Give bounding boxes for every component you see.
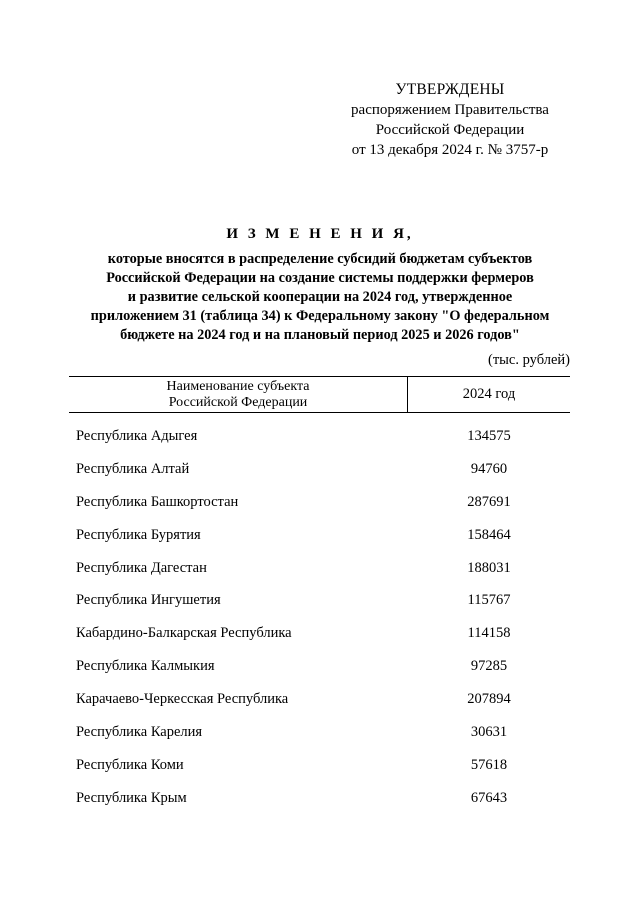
header-subject-line: Наименование субъекта xyxy=(166,379,310,394)
table-row xyxy=(69,428,570,461)
subsidy-value: 207894 xyxy=(467,691,511,708)
table-row xyxy=(69,592,570,625)
subsidy-table xyxy=(69,376,570,806)
approval-line: распоряжением Правительства xyxy=(351,102,549,118)
table-header xyxy=(69,376,570,413)
subsidy-value: 114158 xyxy=(467,625,511,642)
subsidy-value: 30631 xyxy=(470,724,508,741)
approval-date: от 13 декабря 2024 г. № 3757-р xyxy=(351,142,549,158)
subject-name: Республика Карелия xyxy=(76,724,203,741)
subsidy-value: 57618 xyxy=(470,756,508,773)
subject-name: Республика Адыгея xyxy=(76,428,198,444)
subject-name: Республика Бурятия xyxy=(76,526,201,543)
header-year: 2024 год xyxy=(462,386,516,402)
table-row xyxy=(69,658,570,691)
subject-name: Республика Алтай xyxy=(76,460,190,477)
subsidy-value: 188031 xyxy=(467,559,511,576)
table-row xyxy=(69,461,570,494)
approval-line: Российской Федерации xyxy=(375,122,525,138)
document-title: И З М Е Н Е Н И Я, xyxy=(226,226,414,242)
table-body xyxy=(69,428,570,823)
subsidy-value: 94760 xyxy=(470,460,508,477)
table-row xyxy=(69,790,570,823)
subtitle-line: приложением 31 (таблица 34) к Федеральному закону "О федеральном xyxy=(90,308,550,324)
table-row xyxy=(69,757,570,790)
document-subtitle xyxy=(60,250,580,345)
subsidy-value: 115767 xyxy=(467,592,511,609)
subtitle-line: которые вносятся в распределение субсидий бюджетам субъектов xyxy=(107,251,533,267)
subject-name: Республика Башкортостан xyxy=(76,493,239,510)
table-row xyxy=(69,494,570,527)
approval-heading: УТВЕРЖДЕНЫ xyxy=(395,81,505,98)
table-row xyxy=(69,527,570,560)
subject-name: Республика Коми xyxy=(76,756,184,773)
subject-name: Республика Калмыкия xyxy=(76,658,215,675)
header-subject-line: Российской Федерации xyxy=(168,395,308,410)
subject-name: Кабардино-Балкарская Республика xyxy=(76,625,292,642)
subsidy-value: 287691 xyxy=(467,493,511,510)
subject-name: Карачаево-Черкесская Республика xyxy=(76,691,289,708)
subtitle-line: и развитие сельской кооперации на 2024 год, утвержденное xyxy=(127,289,513,305)
table-row xyxy=(69,691,570,724)
approval-block xyxy=(340,80,560,160)
table-row xyxy=(69,560,570,593)
table-row xyxy=(69,625,570,658)
subsidy-value: 67643 xyxy=(470,789,508,806)
subtitle-line: бюджете на 2024 год и на плановый период 2025 и 2026 годов" xyxy=(120,327,520,343)
header-subject xyxy=(69,377,408,412)
subject-name: Республика Ингушетия xyxy=(76,592,221,609)
units-label: (тыс. рублей) xyxy=(488,352,570,368)
subsidy-value: 158464 xyxy=(467,526,511,543)
table-row xyxy=(69,724,570,757)
subject-name: Республика Крым xyxy=(76,789,187,806)
subsidy-value: 134575 xyxy=(467,428,511,444)
subtitle-line: Российской Федерации на создание системы поддержки фермеров xyxy=(106,270,534,286)
subject-name: Республика Дагестан xyxy=(76,559,207,576)
subsidy-value: 97285 xyxy=(470,658,508,675)
